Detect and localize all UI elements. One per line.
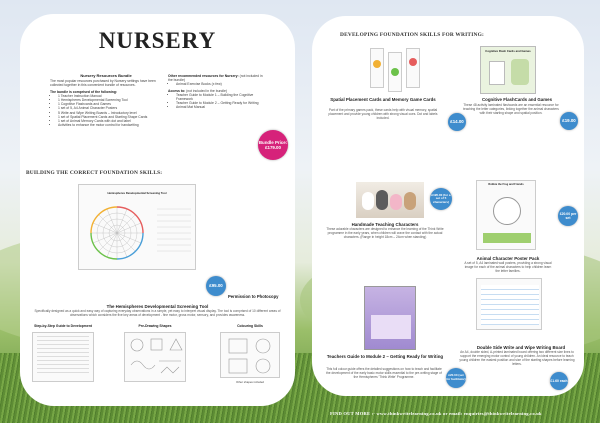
screening-tool-title: Hemispheres Developmental Screening Tool bbox=[107, 191, 167, 195]
writing-board-image bbox=[476, 278, 542, 330]
price-badge: £20.00 per set bbox=[558, 206, 578, 226]
other-heading-note: (not included in the bundle) bbox=[168, 74, 263, 83]
pre-drawing-shapes-thumbnail bbox=[124, 332, 186, 382]
screening-tool-caption: The Hemispheres Developmental Screening Tool bbox=[106, 304, 209, 309]
product-description: This full colour guide offers the detailed suggestions on how to teach and facilitate the development of the early basic motor skills essential to the pre-writing stage of the Hemispheres 'Think Write' Programme. bbox=[326, 367, 442, 379]
animal-character-icon bbox=[409, 58, 417, 66]
product-title: Handmade Teaching Characters bbox=[351, 222, 419, 227]
bundle-panel bbox=[38, 73, 288, 166]
flashcards-box-title: Cognitive Flash Cards and Games bbox=[485, 49, 531, 53]
list-item: • Activities to enhance the motor control for handwriting bbox=[58, 123, 162, 127]
colouring-sheet-icon bbox=[221, 333, 281, 379]
list-item: • 1 set of Spatial Placement Cards and Starting Shape Cards bbox=[58, 115, 162, 119]
price-badge: £195.00 (for a set of 5 characters) bbox=[430, 188, 452, 210]
thumb-label: Pre-Drawing Shapes bbox=[138, 324, 172, 328]
thumb-label: Colouring Skills bbox=[237, 324, 263, 328]
screening-tool-image bbox=[78, 184, 196, 270]
product-description: A set of 5, A4 laminated wall posters, providing a strong visual image for each of the animal characters to help children learn the letter families. bbox=[464, 261, 552, 273]
animal-character-icon bbox=[511, 59, 529, 85]
colouring-skills-thumbnail bbox=[220, 332, 280, 378]
access-heading: Access to: bbox=[168, 88, 186, 93]
price-badge: £14.00 bbox=[448, 113, 466, 131]
list-item: • 1 Hemispheres Developmental Screening Tool bbox=[58, 98, 162, 102]
list-item: • Animal Exercise Books (x few) bbox=[176, 82, 266, 86]
thumb-label: Step-by-Step Guide to Development bbox=[34, 324, 92, 328]
animal-character-icon bbox=[404, 192, 416, 210]
product-description: Part of the primary games pack, these cards help with visual memory, spatial placement and provide young children with strong visual cues. Dot and labels included. bbox=[328, 108, 438, 120]
right-page-card bbox=[312, 16, 584, 396]
bundle-price-badge: Bundle Price: £179.00 bbox=[258, 130, 288, 160]
spatial-cards-image bbox=[366, 46, 432, 94]
shapes-icon bbox=[125, 333, 187, 383]
list-item: • 1 set of Animal Memory Cards with dot and label bbox=[58, 119, 162, 123]
bundle-list-heading: The bundle is comprised of the following: bbox=[50, 89, 118, 94]
bundle-intro: The most popular resources purchased by Nursery settings have been collected together in this convenient bundle of resources. bbox=[50, 79, 156, 88]
thumb-note: Other shapes included bbox=[236, 380, 264, 384]
section-heading: DEVELOPING FOUNDATION SKILLS FOR WRITING: bbox=[340, 32, 484, 38]
bundle-heading: Nursery Resources Bundle bbox=[80, 73, 132, 78]
animal-character-icon bbox=[391, 68, 399, 76]
flashcards-image bbox=[480, 46, 536, 94]
poster-image bbox=[476, 180, 536, 250]
list-item: • 5 Write and Wipe Writing Boards – Introductory level bbox=[58, 111, 162, 115]
animal-character-icon bbox=[390, 194, 402, 210]
radar-chart-icon bbox=[79, 197, 197, 269]
animal-character-icon bbox=[373, 60, 381, 68]
list-item: • 1 Cognitive Flashcards and Games bbox=[58, 102, 162, 106]
product-title: Spatial Placement Cards and Memory Game Cards bbox=[330, 97, 436, 102]
product-title: Teachers Guide to Module 2 – Getting Ready for Writing bbox=[326, 354, 444, 359]
animal-character-icon bbox=[376, 190, 388, 210]
product-description: An A4, double sided, A-printed laminated board offering two different size lines to support the emerging motor control of young children. An ideal resource to teach young children the easiest position and size of the starting shapes before learning letters. bbox=[459, 350, 575, 366]
footer-contact: FIND OUT MORE :- www.thinkwritelearning.co.uk or email: enquiries@thinkwritelearning.co.uk bbox=[330, 411, 542, 416]
product-title: Cognitive FlashCards and Games bbox=[481, 97, 553, 102]
teachers-guide-cover bbox=[364, 286, 416, 350]
animal-character-icon bbox=[362, 192, 374, 210]
price-badge: £1.60 each bbox=[550, 372, 568, 390]
list-item: • Teacher Guide to Module 2 – Getting Ready for Writing bbox=[176, 101, 266, 105]
product-title: Animal Character Poster Pack bbox=[476, 256, 540, 261]
price-badge: £95.00 bbox=[206, 276, 226, 296]
sheep-character-icon bbox=[493, 197, 521, 225]
permission-label: Permission to Photocopy bbox=[228, 294, 279, 299]
page-title: NURSERY bbox=[98, 28, 217, 53]
poster-title: Robbie the Frog and Friends bbox=[488, 183, 524, 186]
product-description: These adorable characters are designed to enhance the learning of the Think Write programme in the early years, when children will crave the contact with the actual characters. (Range in height 18cm – 24cm when standing) bbox=[326, 227, 444, 239]
product-description: These 48 activity laminated flashcards are an essential resource for teaching the letter categories, linking together the animal characters with their starting shape and spatial position. bbox=[463, 103, 559, 115]
section-heading: BUILDING THE CORRECT FOUNDATION SKILLS: bbox=[26, 170, 163, 176]
list-item: • Animal Mat Manual bbox=[176, 105, 266, 109]
left-page-card bbox=[20, 14, 295, 406]
other-heading: Other recommended resources for Nursery: bbox=[168, 74, 239, 78]
teaching-characters-photo bbox=[356, 182, 424, 218]
list-item: • 1 set of 5, A4 Animal Character Posters bbox=[58, 106, 162, 110]
price-badge: £19.00 bbox=[560, 112, 578, 130]
product-title: Double Side Write and Wipe Writing Board bbox=[476, 345, 566, 350]
screening-tool-description: Specifically designed as a quick and easy way of capturing everyday observations in a simple, yet easy to interpret visual display. The tool is comprised of 10 different areas of observations which considers the five key areas of development - fine motor, gross motor, sensory, and provides awareness. bbox=[34, 309, 281, 317]
access-note: (not included in the bundle) bbox=[186, 88, 228, 93]
price-badge: £20.00 (set for facilitator) bbox=[446, 368, 466, 388]
development-guide-thumbnail bbox=[32, 332, 94, 382]
list-item: • 1 Teacher Instruction Manual bbox=[58, 94, 162, 98]
bundle-list bbox=[50, 94, 162, 128]
list-item: • Teacher Guide to Module 1 – Building the Cognitive Framework bbox=[176, 93, 266, 101]
